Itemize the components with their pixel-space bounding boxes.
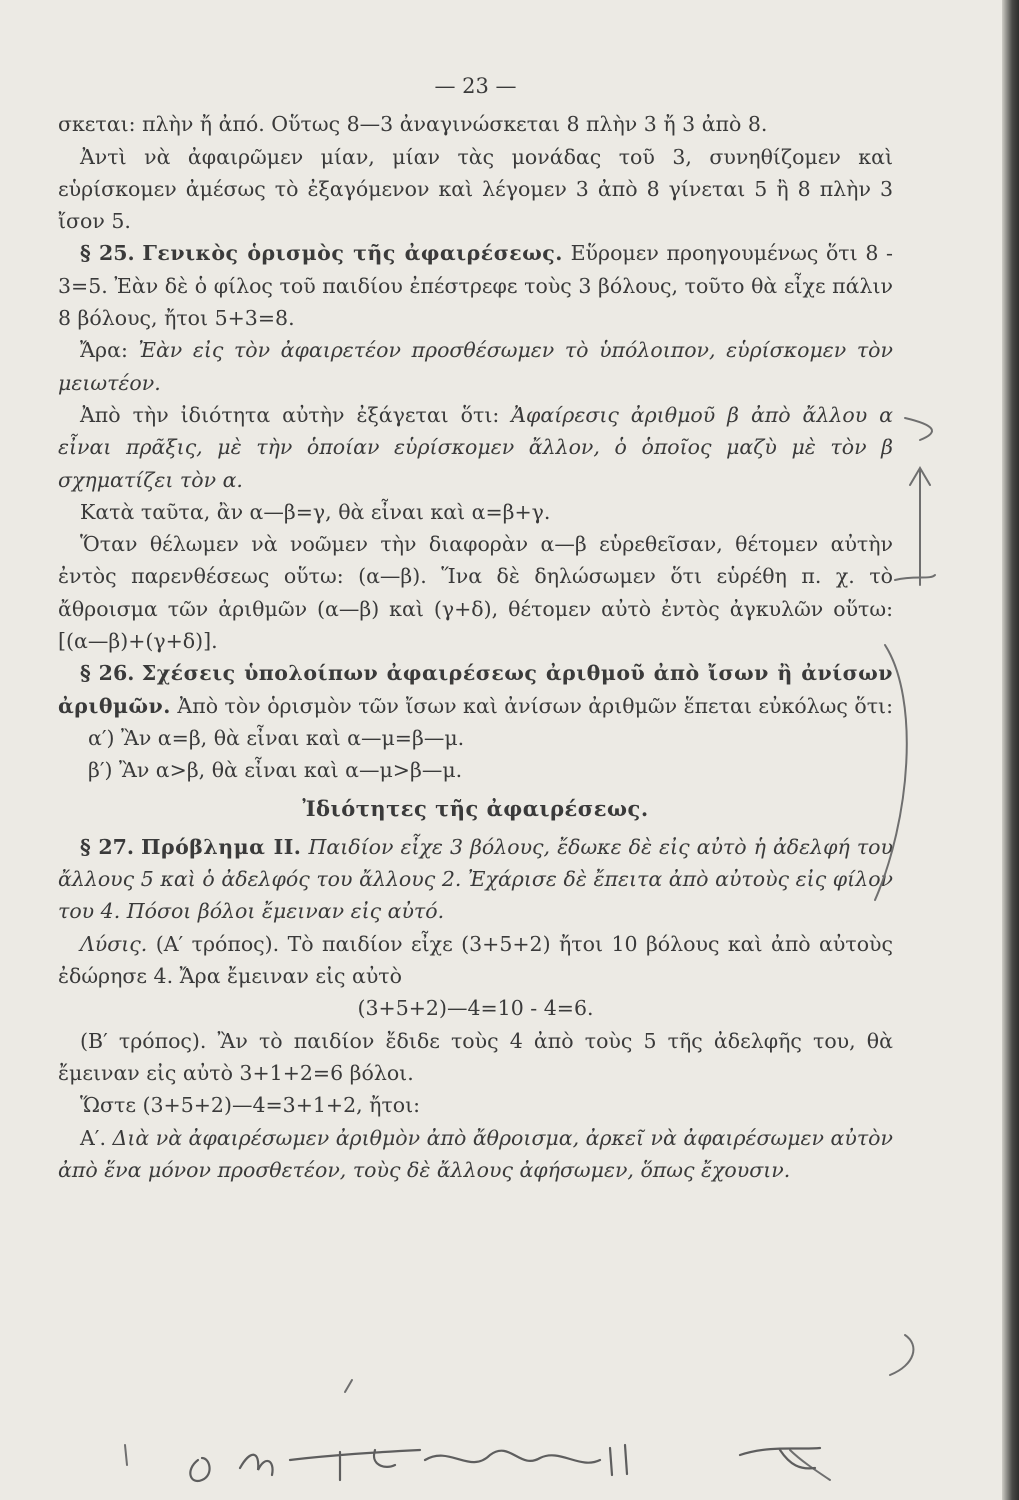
section-26-text: Ἀπὸ τὸν ὁρισμὸν τῶν ἴσων καὶ ἀνίσων ἀριθμῶν ἕπεται εὐκόλως ὅτι:: [177, 693, 893, 718]
section-25-text: Εὕρομεν προηγουμένως ὅτι 8 - 3=5. Ἐὰν δὲ ὁ φίλος τοῦ παιδίου ἐπέστρεφε τοὺς 3 βόλους, τοῦτο θὰ εἶχε πάλιν 8 βόλους, ἤτοι 5+3=8.: [58, 241, 893, 331]
case-b: β′) Ἂν α>β, θὰ εἶναι καὶ α—μ>β—μ.: [88, 758, 463, 783]
section-25-title: Γενικὸς ὁρισμὸς τῆς ἀφαιρέσεως.: [142, 241, 563, 266]
solution-label: Λύσις.: [80, 931, 148, 956]
equation-1: (3+5+2)—4=10 - 4=6.: [357, 996, 594, 1021]
section-27: [58, 831, 893, 928]
pencil-tick: [345, 1380, 352, 1392]
kata-paragraph: Κατὰ ταῦτα, ἂν α—β=γ, θὰ εἶναι καὶ α=β+γ.: [80, 499, 551, 524]
conclusion-paragraph: [58, 334, 893, 399]
page-text: [58, 70, 893, 1186]
problem-text: Παιδίον εἶχε 3 βόλους, ἔδωκε δὲ εἰς αὐτὸ ἡ ἀδελφή του ἄλλους 5 καὶ ὁ ἀδελφός του ἄλλους 2. Ἐχάρισε δὲ ἔπειτα ἀπὸ αὐτοὺς εἰς φίλον του 4. Πόσοι βόλοι ἔμειναν εἰς αὐτό.: [58, 834, 893, 924]
solution-text: (Α′ τρόπος). Τὸ παιδίον εἶχε (3+5+2) ἤτοι 10 βόλους καὶ ἀπὸ αὐτοὺς ἐδώρησε 4. Ἄρα ἔμειναν εἰς αὐτὸ: [58, 931, 893, 989]
rule-a-number: Α′.: [80, 1125, 106, 1150]
properties-heading: Ἰδιότητες τῆς ἀφαιρέσεως.: [302, 795, 649, 821]
case-a: α′) Ἂν α=β, θὰ εἶναι καὶ α—μ=β—μ.: [88, 725, 465, 750]
paragraph-1: σκεται: πλὴν ἤ ἀπό. Οὕτως 8—3 ἀναγινώσκεται 8 πλὴν 3 ἤ 3 ἀπὸ 8.: [58, 112, 768, 137]
pencil-bracket-3: [890, 1335, 913, 1375]
notation-paragraph: Ὅταν θέλωμεν νὰ νοῶμεν τὴν διαφορὰν α—β εὑρεθεῖσαν, θέτομεν αὐτὴν ἐντὸς παρενθέσεως οὕτω: (α—β). Ἵνα δὲ δηλώσωμεν ὅτι εὑρέθη π. χ. τὸ ἄθροισμα τῶν ἀριθμῶν (α—β) καὶ (γ+δ), θέτομεν αὐτὸ ἐντὸς ἀγκυλῶν οὕτω: [(α—β)+(γ+δ)].: [58, 532, 893, 654]
pencil-line-1: [895, 575, 935, 580]
section-25: [58, 237, 893, 334]
section-26-title: Σχέσεις ὑπολοίπων ἀφαιρέσεως ἀριθμοῦ ἀπὸ ἴσων ἢ ἀνίσων ἀριθμῶν.: [58, 661, 893, 718]
pencil-arrow-up: [910, 468, 930, 585]
paragraph-2: Ἀντὶ νὰ ἀφαιρῶμεν μίαν, μίαν τὰς μονάδας τοῦ 3, συνηθίζομεν καὶ εὑρίσκομεν ἀμέσως τὸ ἐξαγόμενον καὶ λέγομεν 3 ἀπὸ 8 γίνεται 5 ἢ 8 πλὴν 3 ἴσον 5.: [58, 144, 893, 234]
definition-text: Ἀφαίρεσις ἀριθμοῦ β ἀπὸ ἄλλου α εἶναι πρᾶξις, μὲ τὴν ὁποίαν εὑρίσκομεν ἄλλον, ὁ ὁποῖος μαζὺ μὲ τὸν β σχηματίζει τὸν α.: [58, 402, 893, 492]
page-number: — 23 —: [434, 74, 517, 98]
book-binding-edge: [1002, 0, 1019, 1500]
section-27-number: § 27.: [80, 834, 135, 859]
ara-rule: Ἐὰν εἰς τὸν ἀφαιρετέον προσθέσωμεν τὸ ὑπόλοιπον, εὑρίσκομεν τὸν μειωτέον.: [58, 338, 893, 395]
ara-label: Ἄρα:: [80, 338, 128, 363]
section-26: [58, 657, 893, 722]
second-method: (Β′ τρόπος). Ἂν τὸ παιδίον ἔδιδε τοὺς 4 ἀπὸ τοὺς 5 τῆς ἀδελφῆς του, θὰ ἔμειναν εἰς αὐτὸ 3+1+2=6 βόλοι.: [58, 1028, 893, 1085]
therefore-line: Ὥστε (3+5+2)—4=3+1+2, ἤτοι:: [80, 1093, 421, 1118]
section-26-number: § 26.: [80, 661, 135, 686]
signature-drawing: [180, 1430, 840, 1490]
rule-a-text: Διὰ νὰ ἀφαιρέσωμεν ἀριθμὸν ἀπὸ ἄθροισμα, ἀρκεῖ νὰ ἀφαιρέσωμεν αὐτὸν ἀπὸ ἕνα μόνον προσθετέον, τοὺς δὲ ἄλλους ἀφήσωμεν, ὅπως ἔχουσιν.: [58, 1125, 893, 1182]
definition-paragraph: [58, 399, 893, 496]
rule-a: [58, 1122, 893, 1187]
definition-intro: Ἀπὸ τὴν ἰδιότητα αὐτὴν ἐξάγεται ὅτι:: [80, 402, 500, 427]
pencil-bracket-1: [905, 418, 932, 440]
handwritten-signature: [180, 1430, 840, 1499]
pencil-stroke-left: [125, 1445, 127, 1465]
solution-paragraph: [58, 928, 893, 993]
section-25-number: § 25.: [80, 241, 135, 266]
section-27-title: Πρόβλημα ΙΙ.: [141, 834, 302, 859]
